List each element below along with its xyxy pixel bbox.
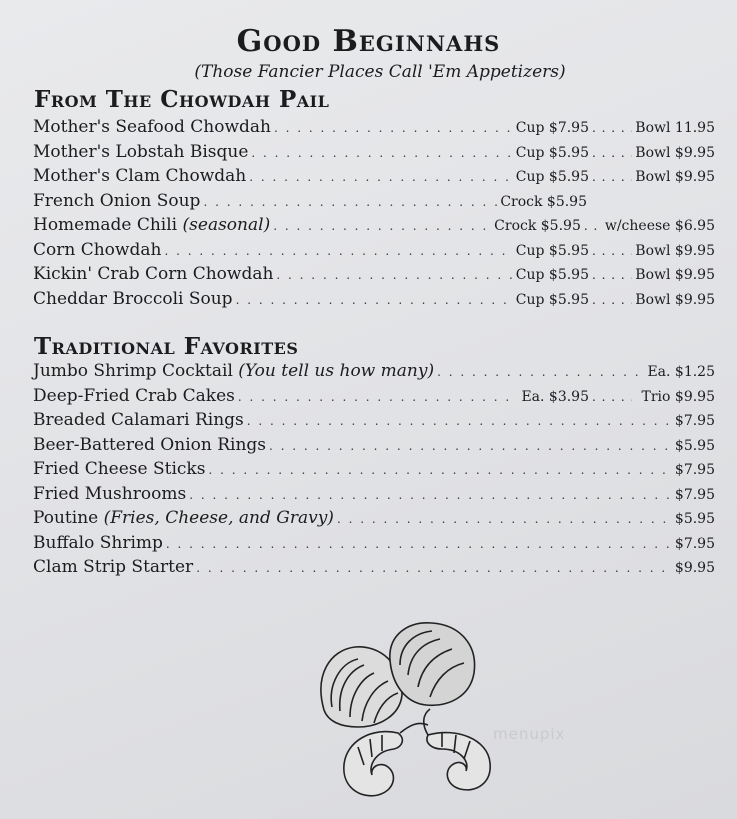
menu-item	[33, 166, 715, 191]
item-note: (seasonal)	[182, 215, 271, 235]
item-price-cup: Cup $5.95	[515, 144, 589, 161]
item-price-each: Ea. $3.95	[521, 388, 589, 405]
item-price-cup: Cup $5.95	[515, 242, 589, 259]
item-name: Breaded Calamari Rings	[33, 410, 244, 430]
item-name: Cheddar Broccoli Soup	[33, 288, 233, 309]
page-subtitle: (Those Fancier Places Call 'Em Appetizers)	[194, 62, 566, 82]
menu-item	[33, 264, 715, 289]
menu-item	[33, 142, 715, 167]
item-price-crock: Crock $5.95	[494, 218, 581, 234]
shrimp-icon	[424, 709, 490, 790]
page-title: Good Beginnahs	[236, 24, 501, 59]
item-name: Clam Strip Starter	[33, 557, 194, 577]
item-price-bowl: Bowl 11.95	[635, 120, 715, 136]
menu-item	[33, 435, 715, 460]
menu-item	[33, 215, 715, 240]
item-price: $7.95	[674, 462, 715, 478]
chowdah-list	[33, 117, 715, 313]
shrimp-icon	[344, 723, 428, 795]
menu-item	[33, 361, 715, 386]
menu-item	[33, 191, 715, 216]
item-price-cup: Cup $5.95	[515, 267, 589, 283]
item-price: $5.95	[674, 437, 715, 454]
menu-item	[33, 459, 715, 484]
item-name: Fried Cheese Sticks	[33, 459, 206, 479]
menu-item	[33, 484, 715, 509]
item-price-cup: Cup $5.95	[515, 291, 589, 308]
item-price-bowl: Bowl $9.95	[635, 144, 715, 161]
item-name: Fried Mushrooms	[33, 483, 187, 504]
watermark: menupix	[493, 725, 566, 743]
item-price: $5.95	[674, 511, 715, 527]
item-note: (Fries, Cheese, and Gravy)	[103, 508, 334, 528]
menu-item	[33, 117, 715, 142]
item-price: $7.95	[674, 413, 715, 429]
item-name: Corn Chowdah	[33, 239, 162, 260]
clams-and-shrimp-illustration	[310, 615, 510, 815]
item-name: Beer-Battered Onion Rings	[33, 434, 267, 455]
item-name: Mother's Lobstah Bisque	[33, 141, 249, 162]
item-price: $7.95	[674, 486, 715, 503]
menu-item	[33, 533, 715, 558]
item-name: French Onion Soup	[33, 190, 201, 211]
traditional-list	[33, 361, 715, 582]
section-title-traditional: Traditional Favorites	[34, 333, 299, 360]
item-name: Jumbo Shrimp Cocktail (You tell us how many)	[33, 361, 435, 381]
item-name: Homemade Chili (seasonal)	[33, 215, 271, 235]
item-price: Ea. $1.25	[647, 364, 715, 380]
item-price-bowl: Bowl $9.95	[635, 291, 715, 308]
item-name: Deep-Fried Crab Cakes	[33, 385, 235, 406]
item-price-bowl: Bowl $9.95	[635, 169, 715, 185]
item-price-trio: Trio $9.95	[641, 388, 715, 405]
item-note: (You tell us how many)	[238, 361, 435, 381]
item-price-bowl: Bowl $9.95	[635, 267, 715, 283]
section-title-chowdah: From The Chowdah Pail	[34, 86, 330, 113]
item-price: $9.95	[674, 560, 715, 576]
item-price-cup: Cup $7.95	[515, 120, 589, 136]
menu-item	[33, 386, 715, 411]
menu-item	[33, 410, 715, 435]
menu-item	[33, 240, 715, 265]
item-name: Mother's Seafood Chowdah	[33, 117, 272, 137]
item-name: Mother's Clam Chowdah	[33, 166, 247, 186]
item-name: Kickin' Crab Corn Chowdah	[33, 264, 274, 284]
menu-item	[33, 508, 715, 533]
item-price: $7.95	[674, 535, 715, 552]
item-price-crock: Crock $5.95	[500, 193, 587, 210]
menu-item	[33, 289, 715, 314]
item-price-bowl: Bowl $9.95	[635, 242, 715, 259]
menu-item	[33, 557, 715, 582]
item-name: Buffalo Shrimp	[33, 532, 163, 553]
item-name: Poutine (Fries, Cheese, and Gravy)	[33, 508, 334, 528]
item-price-cheese: w/cheese $6.95	[604, 218, 715, 234]
item-price-cup: Cup $5.95	[515, 169, 589, 185]
clam-icon	[390, 623, 475, 705]
